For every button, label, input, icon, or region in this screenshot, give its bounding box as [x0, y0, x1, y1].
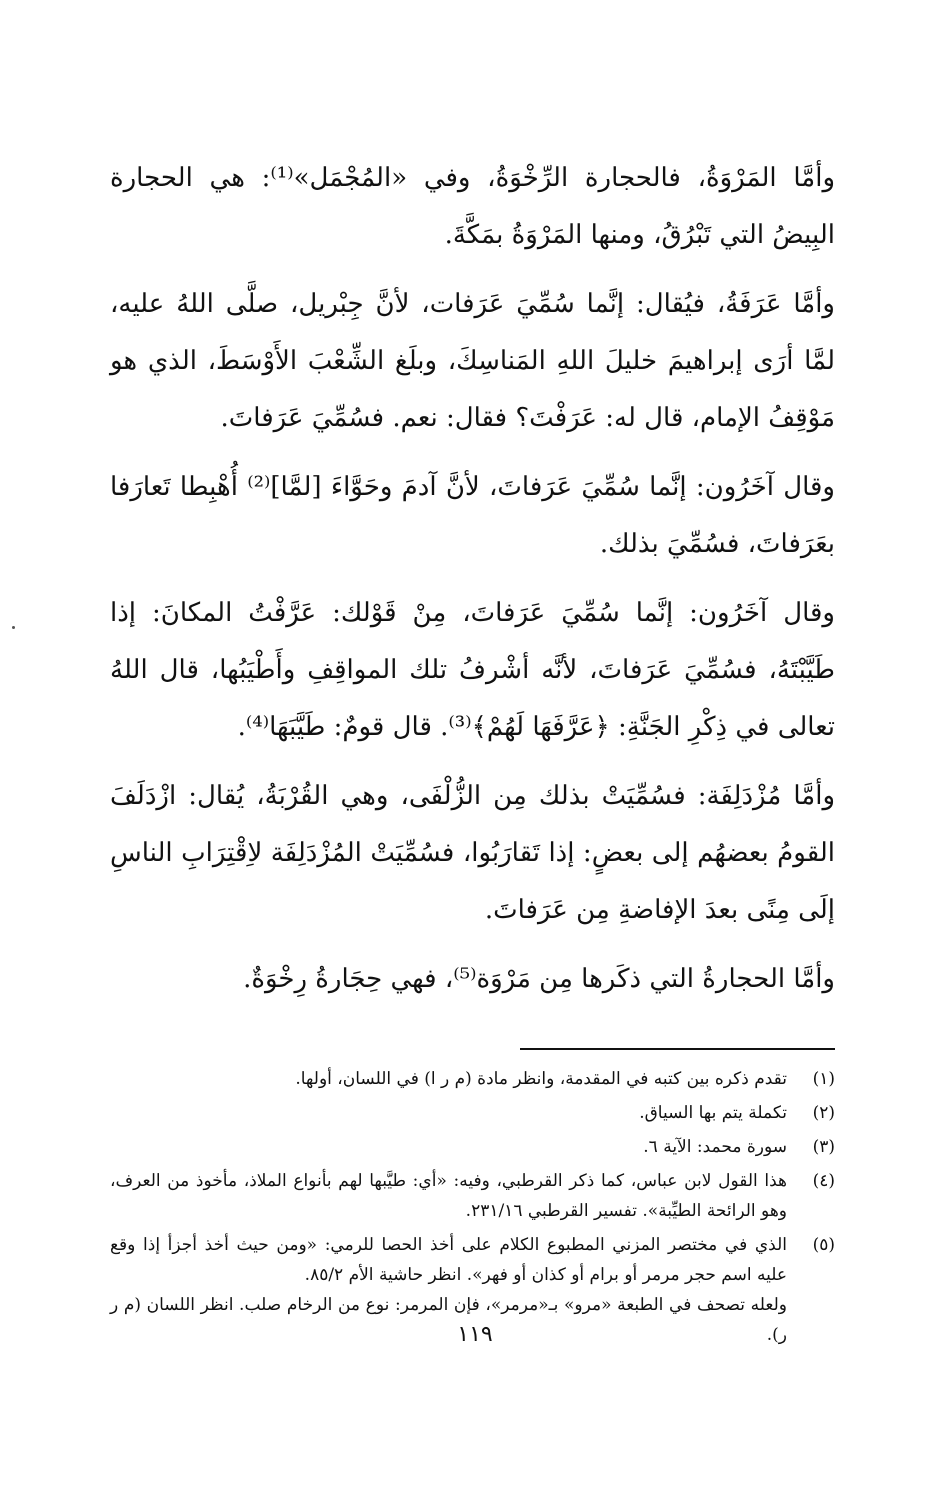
footnote [110, 1098, 835, 1128]
paragraph-muzdalifa: وأمَّا مُزْدَلِفَة: فسُمِّيَتْ بذلك مِن الزُّلْفَى، وهي القُرْبَةُ، يُقال: ازْدَلَفَ القومُ بعضهُم إلى بعضٍ: إذا تَقارَبُوا، فسُمِّيَتْ المُزْدَلِفَة لاِقْتِرَابِ الناسِ إلَى مِنًى بعدَ الإفاضةِ مِن عَرَفاتَ. [110, 781, 835, 925]
paragraph-hijara: وأمَّا الحجارةُ التي ذكَرها مِن مَرْوَة⁽⁵⁾، فهي حِجَارةُ رِخْوَةٌ. [243, 964, 835, 994]
footnote-number: (٤) [812, 1171, 835, 1191]
footnote-line: الذي في مختصر المزني المطبوع الكلام على أخذ الحصا للرمي: «ومن حيث أخذ أجزأ إذا وقع عليه اسم حجر مرمر أو برام أو كذان أو فهر». انظر حاشية الأم ٨٥/٢. [110, 1235, 787, 1285]
footnote-line: ولعله تصحف في الطبعة «مرو» بـ«مرمر»، فإن المرمر: نوع من الرخام صلب. انظر اللسان (م ر ر). [110, 1295, 787, 1345]
footnotes [110, 1064, 835, 1350]
footnote-line: سورة محمد: الآية ٦. [643, 1137, 787, 1157]
footnote-number: (١) [812, 1069, 835, 1089]
paragraph-arafat-tayyib: وقال آخَرُون: إنَّما سُمِّيَ عَرَفاتَ، مِنْ قَوْلك: عَرَّفْتُ المكانَ: إذا طَيَّبْتَهُ، فسُمِّيَ عَرَفاتَ، لأنَّه أشْرفُ تلك المواقِفِ وأَطْيَبُها، قال اللهُ تعالى في ذِكْرِ الجَنَّةِ: ﴿عَرَّفَهَا لَهُمْ﴾⁽³⁾. قال قومٌ: طَيَّبَهَا⁽⁴⁾. [110, 598, 835, 742]
footnote [110, 1064, 835, 1094]
footnote-line: هذا القول لابن عباس، كما ذكر القرطبي، وفيه: «أي: طيَّبها لهم بأنواع الملاذ، مأخوذ من العرف، وهو الرائحة الطيِّبة». تفسير القرطبي ٢٣١/١٦. [110, 1171, 787, 1221]
footnote [110, 1132, 835, 1162]
footnote-number: (٢) [812, 1103, 835, 1123]
page-number: ١١٩ [457, 1322, 493, 1347]
footnote-line: تقدم ذكره بين كتبه في المقدمة، وانظر مادة (م ر ا) في اللسان، أولها. [295, 1069, 787, 1089]
footnote-text [110, 1098, 787, 1128]
footnote-number: (٣) [812, 1137, 835, 1157]
footnote-text [110, 1166, 787, 1226]
scan-speck [12, 626, 15, 629]
footnote-line: تكملة يتم بها السياق. [639, 1103, 787, 1123]
paragraph-arafa: وأمَّا عَرَفَةُ، فيُقال: إنَّما سُمِّيَ عَرَفات، لأنَّ جِبْريل، صلَّى اللهُ عليه، لمَّا أرَى إبراهيمَ خليلَ اللهِ المَناسِكَ، وبلَغ الشِّعْبَ الأَوْسَطَ، الذي هو مَوْقِفُ الإمام، قال له: عَرَفْتَ؟ فقال: نعم. فسُمِّيَ عَرَفاتَ. [110, 289, 835, 433]
paragraph-arafat-adam: وقال آخَرُون: إنَّما سُمِّيَ عَرَفاتَ، لأنَّ آدمَ وحَوَّاءَ [لمَّا]⁽²⁾ أُهْبِطا تَعارَفا بعَرَفاتَ، فسُمِّيَ بذلك. [110, 472, 835, 559]
footnote-number: (٥) [812, 1235, 835, 1255]
paragraph-marwa: وأمَّا المَرْوَةُ، فالحجارة الرِّخْوَةُ، وفي «المُجْمَل»⁽¹⁾: هي الحجارة البِيضُ التي تَبْرُقُ، ومنها المَرْوَةُ بمَكَّةَ. [110, 163, 836, 250]
footnote [110, 1166, 835, 1226]
footnote-text [110, 1132, 787, 1162]
footnote-divider [520, 1048, 835, 1050]
footnote-text [110, 1064, 787, 1094]
main-text [110, 150, 835, 1008]
